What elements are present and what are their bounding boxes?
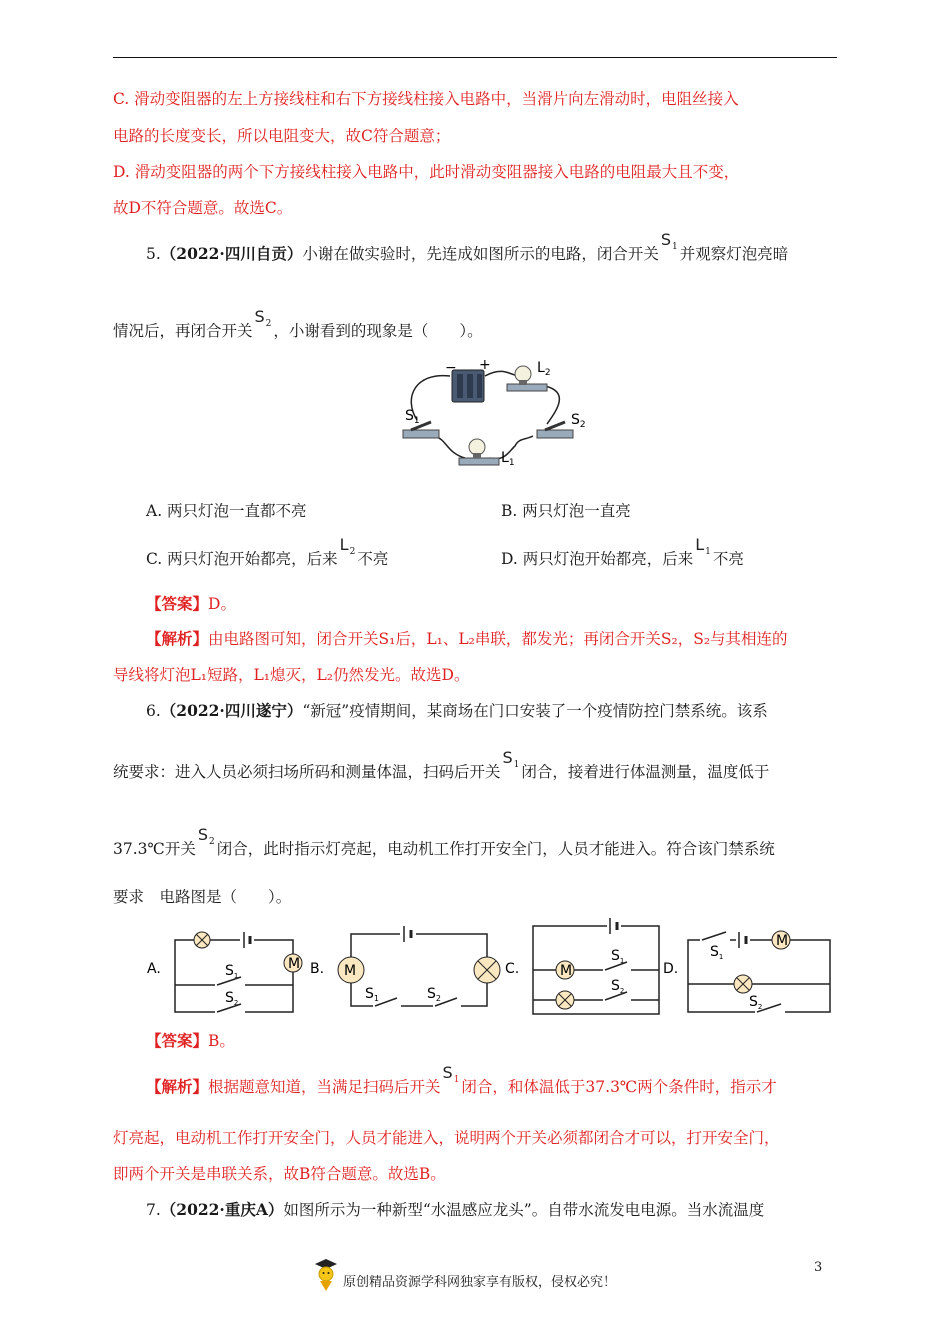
q6-text3: 闭合，接着进行体温测量，温度低于 bbox=[521, 763, 770, 781]
q5-wire-l1-s2 bbox=[490, 436, 533, 459]
q5-label-l2: $L_2$ bbox=[537, 360, 551, 378]
q5-var-s1: $S^1$ bbox=[660, 230, 678, 252]
prev-option-c-line1: C. 滑动变阻器的左上方接线柱和右下方接线柱接入电路中，当滑片向左滑动时，电阻丝接入 bbox=[113, 90, 739, 108]
q5-switch-s2 bbox=[537, 412, 586, 438]
q6-label-d: D. bbox=[663, 961, 679, 977]
q6-analysis-line2: 灯亮起，电动机工作打开安全门，人员才能进入，说明两个开关必须都闭合才可以，打开安全门， bbox=[113, 1129, 780, 1147]
q5-wire-s1-l1 bbox=[435, 436, 465, 458]
q5-bulb-l1 bbox=[459, 439, 515, 468]
q5-option-c-post: 不亮 bbox=[357, 550, 389, 568]
q6-analysis-tag: 【解析】 bbox=[146, 1077, 209, 1096]
q6-circuit-c[interactable] bbox=[505, 918, 659, 1014]
q5-battery bbox=[445, 358, 491, 402]
q6-source: （2022·四川遂宁） bbox=[160, 701, 303, 720]
q5-wire-battery-s1 bbox=[411, 376, 450, 420]
q5-option-d-post: 不亮 bbox=[712, 550, 744, 568]
q5-option-c[interactable] bbox=[146, 535, 389, 569]
page-number: 3 bbox=[814, 1260, 823, 1275]
svg-text:S2: $S_2$ bbox=[427, 986, 441, 1003]
q6-stem-line4: 要求 电路图是（ ）。 bbox=[113, 888, 292, 906]
q6-label-a: A. bbox=[147, 961, 161, 977]
q6-stem-line3 bbox=[113, 825, 848, 863]
q6-circuit-d[interactable] bbox=[663, 931, 830, 1017]
q5-option-d[interactable] bbox=[501, 535, 744, 569]
q6-circuit-b[interactable] bbox=[310, 926, 500, 1012]
svg-text:S2: $S_2$ bbox=[225, 990, 239, 1007]
q5-text2: 并观察灯泡亮暗 bbox=[679, 245, 789, 263]
q5-option-b[interactable]: B. 两只灯泡一直亮 bbox=[501, 502, 631, 520]
q6-text2: 统要求：进入人员必须扫场所码和测量体温，扫码后开关 bbox=[113, 763, 501, 781]
q5-text3: 情况后，再闭合开关 bbox=[113, 322, 253, 340]
q5-stem-line1 bbox=[113, 230, 848, 268]
svg-text:S1: $S_1$ bbox=[365, 986, 379, 1003]
q5-battery-plus: + bbox=[479, 358, 491, 373]
q5-option-c-text: C. 两只灯泡开始都亮，后来 bbox=[146, 550, 338, 568]
q6-circuit-figures bbox=[145, 918, 845, 1020]
svg-text:S1: $S_1$ bbox=[710, 944, 724, 961]
q5-circuit-figure bbox=[395, 358, 595, 473]
q6-text4: 37.3℃开关 bbox=[113, 840, 196, 858]
q5-option-d-text: D. 两只灯泡开始都亮，后来 bbox=[501, 550, 694, 568]
q5-option-d-var: $L^1$ bbox=[695, 535, 711, 557]
q5-option-c-var: $L^2$ bbox=[339, 535, 356, 557]
q6-analysis-line1 bbox=[146, 1063, 881, 1101]
q5-analysis-line1 bbox=[146, 628, 881, 650]
q6-label-b: B. bbox=[310, 961, 325, 977]
q5-number: 5. bbox=[146, 245, 161, 263]
q6-text5: 闭合，此时指示灯亮起，电动机工作打开安全门，人员才能进入。符合该门禁系统 bbox=[216, 840, 775, 858]
prev-option-d-line1: D. 滑动变阻器的两个下方接线柱接入电路中，此时滑动变阻器接入电路的电阻最大且不变， bbox=[113, 163, 740, 181]
svg-text:M: M bbox=[776, 933, 789, 949]
svg-text:M: M bbox=[560, 963, 573, 979]
q6-answer-tag: 【答案】 bbox=[146, 1031, 209, 1050]
svg-text:S1: $S_1$ bbox=[225, 963, 239, 980]
q5-answer bbox=[146, 593, 881, 615]
q6-stem-line2 bbox=[113, 748, 848, 786]
q6-analysis-post: 闭合，和体温低于37.3℃两个条件时，指示才 bbox=[461, 1078, 777, 1096]
q6-circuit-a[interactable] bbox=[147, 932, 302, 1017]
svg-text:M: M bbox=[288, 956, 301, 972]
q6-var-s2: $S^2$ bbox=[197, 825, 215, 847]
svg-text:M: M bbox=[344, 963, 357, 979]
q5-switch-s1 bbox=[403, 408, 439, 438]
q5-analysis-line2: 导线将灯泡L₁短路，L₁熄灭，L₂仍然发光。故选D。 bbox=[113, 666, 470, 684]
q5-stem-line2 bbox=[113, 307, 848, 345]
q5-var-s2: $S^2$ bbox=[254, 307, 272, 329]
q6-analysis-var: $S^1$ bbox=[442, 1063, 460, 1085]
footer-copyright: 原创精品资源学科网独家享有版权，侵权必究！ bbox=[343, 1275, 617, 1290]
header-rule bbox=[113, 57, 837, 58]
q6-number: 6. bbox=[146, 702, 161, 720]
q5-label-l1: $L_1$ bbox=[501, 450, 515, 468]
q5-answer-value: D。 bbox=[208, 595, 236, 613]
prev-option-d-line2: 故D不符合题意。故选C。 bbox=[113, 199, 293, 217]
q5-label-s1: $S_1$ bbox=[405, 408, 420, 426]
q5-wire-l2-s2 bbox=[545, 386, 559, 424]
q5-analysis-tag: 【解析】 bbox=[146, 629, 209, 648]
q6-var-s1: $S^1$ bbox=[502, 748, 520, 770]
q5-label-s2: $S_2$ bbox=[571, 412, 586, 430]
q5-analysis-text1: 由电路图可知，闭合开关S₁后，L₁、L₂串联，都发光；再闭合开关S₂，S₂与其相连的 bbox=[208, 630, 788, 648]
q5-bulb-l2 bbox=[507, 360, 551, 391]
q5-answer-tag: 【答案】 bbox=[146, 594, 209, 613]
q5-battery-minus: − bbox=[445, 360, 457, 376]
svg-text:S1: $S_1$ bbox=[611, 948, 625, 965]
q6-answer-value: B。 bbox=[208, 1032, 235, 1050]
q5-text1: 小谢在做实验时，先连成如图所示的电路，闭合开关 bbox=[302, 245, 659, 263]
q6-analysis-pre: 根据题意知道，当满足扫码后开关 bbox=[208, 1078, 441, 1096]
q7-stem-line1 bbox=[113, 1199, 848, 1221]
mascot-logo-icon bbox=[312, 1258, 340, 1292]
q6-answer bbox=[146, 1030, 881, 1052]
q6-label-c: C. bbox=[505, 961, 520, 977]
svg-text:S2: $S_2$ bbox=[749, 994, 763, 1011]
q7-number: 7. bbox=[146, 1201, 161, 1219]
q5-text4: ，小谢看到的现象是（ ）。 bbox=[273, 322, 483, 340]
q5-source: （2022·四川自贡） bbox=[160, 244, 303, 263]
q6-text1: “新冠”疫情期间，某商场在门口安装了一个疫情防控门禁系统。该系 bbox=[302, 702, 768, 720]
q7-source: （2022·重庆A） bbox=[160, 1200, 284, 1219]
prev-option-c-line2: 电路的长度变长，所以电阻变大，故C符合题意； bbox=[113, 127, 451, 145]
q6-analysis-line3: 即两个开关是串联关系，故B符合题意。故选B。 bbox=[113, 1165, 446, 1183]
q7-text: 如图所示为一种新型“水温感应龙头”。自带水流发电电源。当水流温度 bbox=[283, 1201, 765, 1219]
q5-option-a[interactable]: A. 两只灯泡一直都不亮 bbox=[146, 502, 307, 520]
q6-stem-line1 bbox=[113, 700, 848, 722]
svg-text:S2: $S_2$ bbox=[611, 978, 625, 995]
